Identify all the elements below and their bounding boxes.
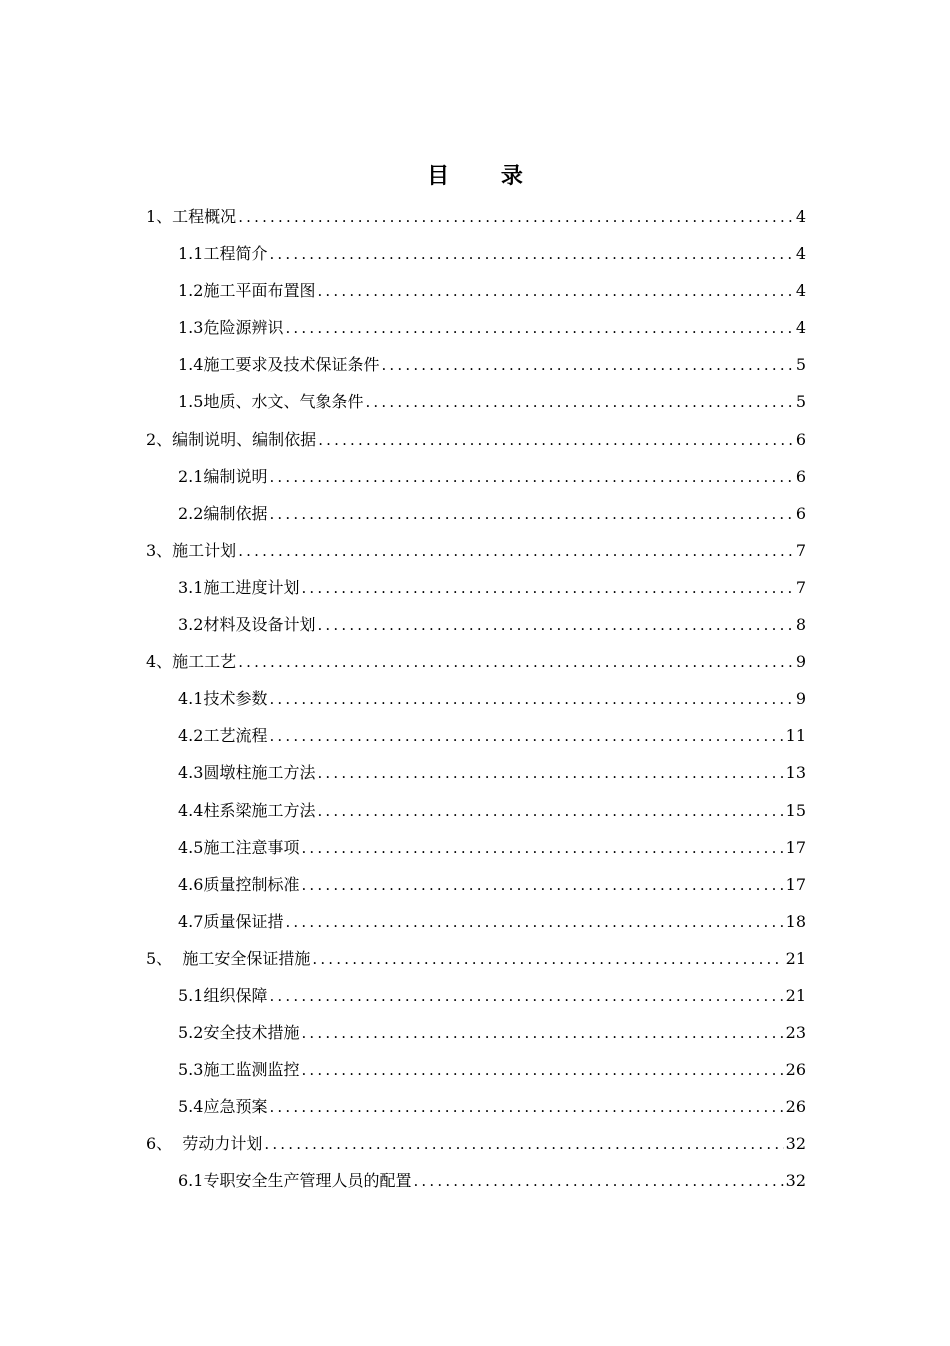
toc-leader-dots xyxy=(269,681,793,718)
toc-entry[interactable] xyxy=(146,495,806,532)
toc-entry-label: 2、编制说明、编制依据 xyxy=(146,429,317,449)
toc-entry[interactable] xyxy=(146,272,806,309)
toc-leader-dots xyxy=(269,718,783,755)
toc-leader-dots xyxy=(413,1163,783,1200)
toc-entry-page: 5 xyxy=(795,392,806,412)
toc-leader-dots xyxy=(285,310,793,347)
toc-leader-dots xyxy=(269,496,793,533)
toc-entry-page: 4 xyxy=(795,281,806,301)
toc-entry[interactable] xyxy=(146,977,806,1014)
toc-entry-label: 4.7质量保证措 xyxy=(178,911,284,931)
toc-entry-label: 4.1技术参数 xyxy=(178,689,268,709)
toc-entry-label: 2.2编制依据 xyxy=(178,503,268,523)
toc-entry[interactable] xyxy=(146,458,806,495)
toc-leader-dots xyxy=(318,422,794,459)
toc-leader-dots xyxy=(301,867,783,904)
toc-entry[interactable] xyxy=(146,717,806,754)
toc-entry-page: 7 xyxy=(795,540,806,560)
toc-entry-label: 4.2工艺流程 xyxy=(178,726,268,746)
toc-leader-dots xyxy=(365,384,793,421)
toc-entry-page: 15 xyxy=(785,800,806,820)
toc-leader-dots xyxy=(301,1052,783,1089)
toc-entry-page: 11 xyxy=(785,726,806,746)
toc-leader-dots xyxy=(269,459,793,496)
toc-entry[interactable] xyxy=(146,346,806,383)
toc-entry-label: 6.1专职安全生产管理人员的配置 xyxy=(178,1171,412,1191)
toc-leader-dots xyxy=(238,199,794,236)
toc-leader-dots xyxy=(317,755,783,792)
toc-entry-page: 17 xyxy=(785,837,806,857)
toc-entry[interactable] xyxy=(146,198,806,235)
toc-entry-page: 8 xyxy=(795,615,806,635)
toc-entry-page: 6 xyxy=(795,466,806,486)
toc-entry-page: 26 xyxy=(785,1060,806,1080)
toc-entry-page: 7 xyxy=(795,577,806,597)
toc-entry-label: 5.1组织保障 xyxy=(178,985,268,1005)
toc-entry-page: 17 xyxy=(785,874,806,894)
toc-entry-page: 21 xyxy=(785,948,806,968)
toc-leader-dots xyxy=(269,1089,783,1126)
toc-title: 目 录 xyxy=(427,163,545,189)
toc-entry-page: 4 xyxy=(795,318,806,338)
toc-entry-label: 3、施工计划 xyxy=(146,540,237,560)
toc-entry[interactable] xyxy=(146,569,806,606)
toc-entry-label: 4.4柱系梁施工方法 xyxy=(178,800,316,820)
toc-entry-label: 4.6质量控制标准 xyxy=(178,874,300,894)
toc-entry-label: 4、施工工艺 xyxy=(146,652,237,672)
toc-entry-page: 21 xyxy=(785,985,806,1005)
toc-entry-label: 1.3危险源辨识 xyxy=(178,318,284,338)
toc-entry-page: 13 xyxy=(785,763,806,783)
toc-entry-page: 32 xyxy=(785,1134,806,1154)
toc-leader-dots xyxy=(301,570,793,607)
toc-entry[interactable] xyxy=(146,1051,806,1088)
toc-entry[interactable] xyxy=(146,1088,806,1125)
toc-leader-dots xyxy=(317,607,793,644)
toc-entry[interactable] xyxy=(146,940,806,977)
toc-entry-page: 18 xyxy=(785,911,806,931)
toc-entry-page: 23 xyxy=(785,1023,806,1043)
toc-entry[interactable] xyxy=(146,421,806,458)
toc-entry-page: 4 xyxy=(795,244,806,264)
toc-entry-page: 6 xyxy=(795,429,806,449)
toc-entry[interactable] xyxy=(146,383,806,420)
toc-leader-dots xyxy=(238,533,794,570)
toc-leader-dots xyxy=(317,273,793,310)
toc-entry-page: 4 xyxy=(795,207,806,226)
toc-leader-dots xyxy=(238,644,794,681)
toc-leader-dots xyxy=(301,1015,783,1052)
toc-entry-label: 4.3圆墩柱施工方法 xyxy=(178,763,316,783)
toc-entry[interactable] xyxy=(146,235,806,272)
toc-entry-page: 5 xyxy=(795,355,806,375)
toc-leader-dots xyxy=(381,347,793,384)
toc-leader-dots xyxy=(312,941,783,978)
toc-entry-label: 3.2材料及设备计划 xyxy=(178,615,316,635)
toc-entry-page: 9 xyxy=(795,652,806,672)
toc-leader-dots xyxy=(285,904,783,941)
toc-entry[interactable] xyxy=(146,1162,806,1199)
toc-leader-dots xyxy=(264,1126,783,1163)
toc-entry[interactable] xyxy=(146,829,806,866)
toc-entry-label: 1.4施工要求及技术保证条件 xyxy=(178,355,380,375)
toc-entry[interactable] xyxy=(146,903,806,940)
toc-entry[interactable] xyxy=(146,532,806,569)
toc-entry[interactable] xyxy=(146,1014,806,1051)
toc-entry[interactable] xyxy=(146,754,806,791)
toc-entry-label: 6、 劳动力计划 xyxy=(146,1134,263,1154)
toc-entry[interactable] xyxy=(146,309,806,346)
toc-entry-label: 5.3施工监测监控 xyxy=(178,1060,300,1080)
toc-entry[interactable] xyxy=(146,792,806,829)
toc-entry-label: 2.1编制说明 xyxy=(178,466,268,486)
toc-entry-label: 5、 施工安全保证措施 xyxy=(146,948,311,968)
toc-entry-label: 3.1施工进度计划 xyxy=(178,577,300,597)
toc-leader-dots xyxy=(269,236,793,273)
toc-entry-label: 4.5施工注意事项 xyxy=(178,837,300,857)
toc-entry[interactable] xyxy=(146,606,806,643)
toc-entry-label: 1.1工程简介 xyxy=(178,244,268,264)
toc-list xyxy=(146,198,806,1200)
toc-entry[interactable] xyxy=(146,680,806,717)
toc-leader-dots xyxy=(269,978,783,1015)
toc-entry[interactable] xyxy=(146,1125,806,1162)
toc-entry-label: 5.4应急预案 xyxy=(178,1097,268,1117)
toc-entry[interactable] xyxy=(146,643,806,680)
toc-entry-label: 1.5地质、水文、气象条件 xyxy=(178,392,364,412)
toc-leader-dots xyxy=(317,793,783,830)
toc-entry-label: 1、工程概况 xyxy=(146,207,237,226)
toc-entry-label: 1.2施工平面布置图 xyxy=(178,281,316,301)
toc-entry[interactable] xyxy=(146,866,806,903)
toc-entry-label: 5.2安全技术措施 xyxy=(178,1023,300,1043)
toc-entry-page: 6 xyxy=(795,503,806,523)
toc-entry-page: 26 xyxy=(785,1097,806,1117)
toc-entry-page: 9 xyxy=(795,689,806,709)
toc-entry-page: 32 xyxy=(785,1171,806,1191)
toc-leader-dots xyxy=(301,830,783,867)
